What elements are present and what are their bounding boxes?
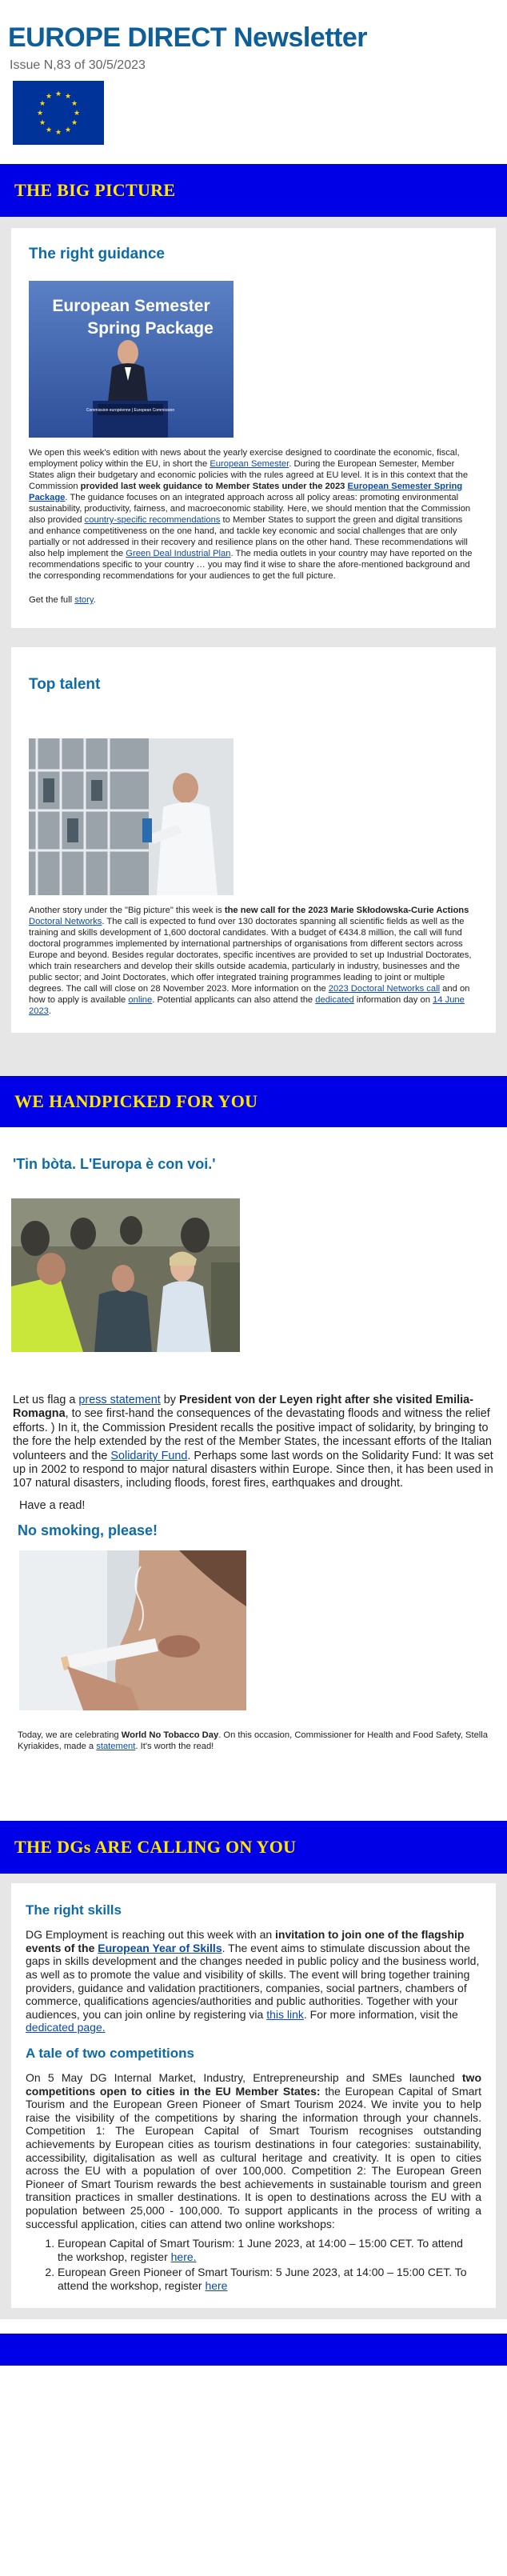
link-country-recommendations[interactable]: country-specific recommendations [84,515,221,525]
link-story[interactable]: story [74,595,94,605]
article-title-no-smoking: No smoking, please! [18,1522,158,1539]
link-doctoral-networks[interactable]: Doctoral Networks [29,917,102,926]
svg-text:★: ★ [38,99,46,107]
article-right-skills [11,1883,496,2307]
svg-text:★: ★ [64,126,72,134]
link-dedicated-page[interactable]: dedicated page. [26,2021,106,2034]
link-online[interactable]: online [128,995,153,1005]
dgs-section [0,1874,507,2318]
article-body-no-smoking: Today, we are celebrating World No Tobacco Day. On this occasion, Commissioner for Health and Food Safety, Stella Kyriakides, made a statement. It's worth the read! [18,1730,489,1752]
section-bar-next [0,2334,507,2366]
article-title: The right skills [26,1902,122,1918]
link-european-semester[interactable]: European Semester [210,459,289,469]
big-picture-section [0,217,507,1076]
image-caption-line2: Spring Package [87,319,214,338]
von-der-leyen-photo [11,1198,240,1352]
svg-text:Commission européenne | Europe: Commission européenne | European Commission [86,408,175,413]
article-title-tin-bota: 'Tin bòta. L'Europa è con voi.' [13,1156,216,1172]
newsletter-header [0,0,507,145]
article-body: DG Employment is reaching out this week with an invitation to join one of the flagship events of the European Year of Skills. The event aims to stimulate discussion about the gaps in skills development and the changes needed in public policy and the business world, as well as to promote the value and visibility of skills. The event will bring together training providers, guidance and validation practitioners, companies, social partners, chambers of commerce, qualifications agencies/authorities and public authorities. Together with your audiences, you can join online by registering via this link. For more information, visit the dedicated page. [26,1928,480,2034]
section-title: THE BIG PICTURE [14,180,176,200]
eu-flag-logo [13,81,104,145]
spring-package-photo [29,281,234,438]
article-body-tin-bota: Let us flag a press statement by President von der Leyen right after she visited Emilia-Romagna, to see first-hand the consequences of the devastating floods and witness the relief efforts. ) In it, the Commission President recalls the positive impact of solidarity, by bringing to the fore the help extended by the rest of the Member States, the incessant efforts of the Italian volunteers and the Solidarity Fund. Perhaps some last words on the Solidarity Fund: It was set up in 2002 to respond to major natural disasters within Europe. Since then, it has been used in 107 natural disasters, including floods, forest fires, earthquakes and drought. [13,1394,493,1490]
get-full-story: Get the full story. [29,595,96,605]
article-title-competitions: A tale of two competitions [26,2046,194,2061]
newsletter-title: EUROPE DIRECT Newsletter [8,22,367,53]
list-item: 1. European Capital of Smart Tourism: 1 June 2023, at 14:00 – 15:00 CET. To attend the workshop, register here. [58,2237,481,2263]
link-register[interactable]: this link [266,2007,304,2021]
link-spring-package[interactable]: European Semester Spring Package [29,482,463,502]
svg-text:★: ★ [38,118,46,126]
link-register-workshop-1[interactable]: here. [170,2250,197,2263]
workshop-list [26,2237,481,2292]
link-register-workshop-2[interactable]: here [205,2278,228,2292]
have-a-read: Have a read! [19,1498,86,1512]
svg-text:★: ★ [54,90,62,98]
section-title: WE HANDPICKED FOR YOU [14,1091,258,1111]
handpicked-section [0,1127,507,1766]
no-smoking-photo [19,1550,246,1710]
image-caption-line1: European Semester [52,297,210,315]
link-press-statement[interactable]: press statement [78,1394,161,1406]
link-solidarity-fund[interactable]: Solidarity Fund [110,1449,188,1462]
svg-text:★: ★ [45,92,53,100]
link-info-day-date[interactable]: 14 June 2023 [29,995,465,1016]
svg-text:★: ★ [64,92,72,100]
section-bar-dgs [0,1821,507,1874]
svg-text:★: ★ [36,109,44,117]
section-bar-handpicked [0,1076,507,1127]
svg-text:★: ★ [54,128,62,136]
article-top-talent [11,647,496,1033]
link-commissioner-statement[interactable]: statement [96,1742,136,1752]
link-green-deal-plan[interactable]: Green Deal Industrial Plan [126,549,231,558]
issue-number: Issue N,83 of 30/5/2023 [10,58,146,72]
svg-text:★: ★ [70,99,78,107]
article-body-competitions: On 5 May DG Internal Market, Industry, Entrepreneurship and SMEs launched two competitions open to cities in the EU Member States: the European Capital of Smart Tourism and the European Green Pioneer of Smart Tourism 2024. We invite you to help raise the visibility of the competitions by sharing the information through your channels. Competition 1: The European Capital of Smart Tourism recognises outstanding achievements by European cities as tourism destinations in four categories: sustainability, accessibility, digitalisation as well as cultural heritage and creativity. It is open to cities across the EU with a population of over 100,000. Competition 2: The European Green Pioneer of Smart Tourism rewards the best achievements in sustainable tourism and green transition practices in smaller destinations. It is open to destinations across the EU with a population between 25,000 - 100,000. To support applicants in the process of writing a successful application, cities can attend two online workshops: [26,2071,481,2230]
article-title: Top talent [29,676,101,693]
article-right-guidance [11,228,496,628]
link-doctoral-networks-call[interactable]: 2023 Doctoral Networks call [328,984,441,994]
article-body: Another story under the "Big picture" this week is the new call for the 2023 Marie Skłodowska-Curie Actions Doctoral Networks. The call is expected to fund over 130 doctorates spanning all scientific fields as well as the training and skills development of 1,600 doctoral candidates. With a budget of €434.8 million, the call will fund doctoral programmes implemented by international partnerships of organisations from different sectors across Europe and beyond. Besides regular doctorates, specific incentives are provided to set up Industrial Doctorates, which train researchers and develop their skills outside academia, particularly in industry, businesses and the public sector; and Joint Doctorates, which offer integrated training programmes leading to joint or multiple degrees. The call will close on 28 November 2023. More information on the 2023 Doctoral Networks call and on how to apply is available online. Potential applicants can also attend the dedicated information day on 14 June 2023. [29,906,472,1016]
link-dedicated[interactable]: dedicated [315,995,354,1005]
list-item: 2. European Green Pioneer of Smart Tourism: 5 June 2023, at 14:00 – 15:00 CET. To attend the workshop, register here [58,2266,481,2292]
svg-text:★: ★ [45,126,53,134]
link-european-year-of-skills[interactable]: European Year of Skills [98,1941,222,1954]
svg-text:★: ★ [73,109,81,117]
svg-text:★: ★ [70,118,78,126]
section-title: THE DGs ARE CALLING ON YOU [14,1837,297,1858]
article-body: We open this week's edition with news about the yearly exercise designed to coordinate the economic, fiscal, employment policy within the EU, in short the European Semester. During the European Semester, Member States align their budgetary and economic policies with the rules agreed at EU level. It is in this context that the Commission provided last week guidance to Member States under the 2023 European Semester Spring Package. The guidance focuses on an integrated approach across all policy areas: promoting environmental sustainability, productivity, fairness, and macroeconomic stability. Here, we should mention that the Commission also provided country-specific recommendations to Member States to support the green and digital transitions and enhance competitiveness on the one hand, and tackle key economic and social challenges that are only partially or not addressed in their recovery and resilience plans on the other hand. These recommendations will also help implement the Green Deal Industrial Plan. The media outlets in your country may have reported on the recommendations specific to your country … you may find it wise to share the afore-mentioned background and the corresponding recommendations for your audiences to get the full picture. [29,448,473,581]
section-bar-big-picture [0,164,507,217]
laboratory-photo [29,738,234,895]
article-title: The right guidance [29,246,165,262]
